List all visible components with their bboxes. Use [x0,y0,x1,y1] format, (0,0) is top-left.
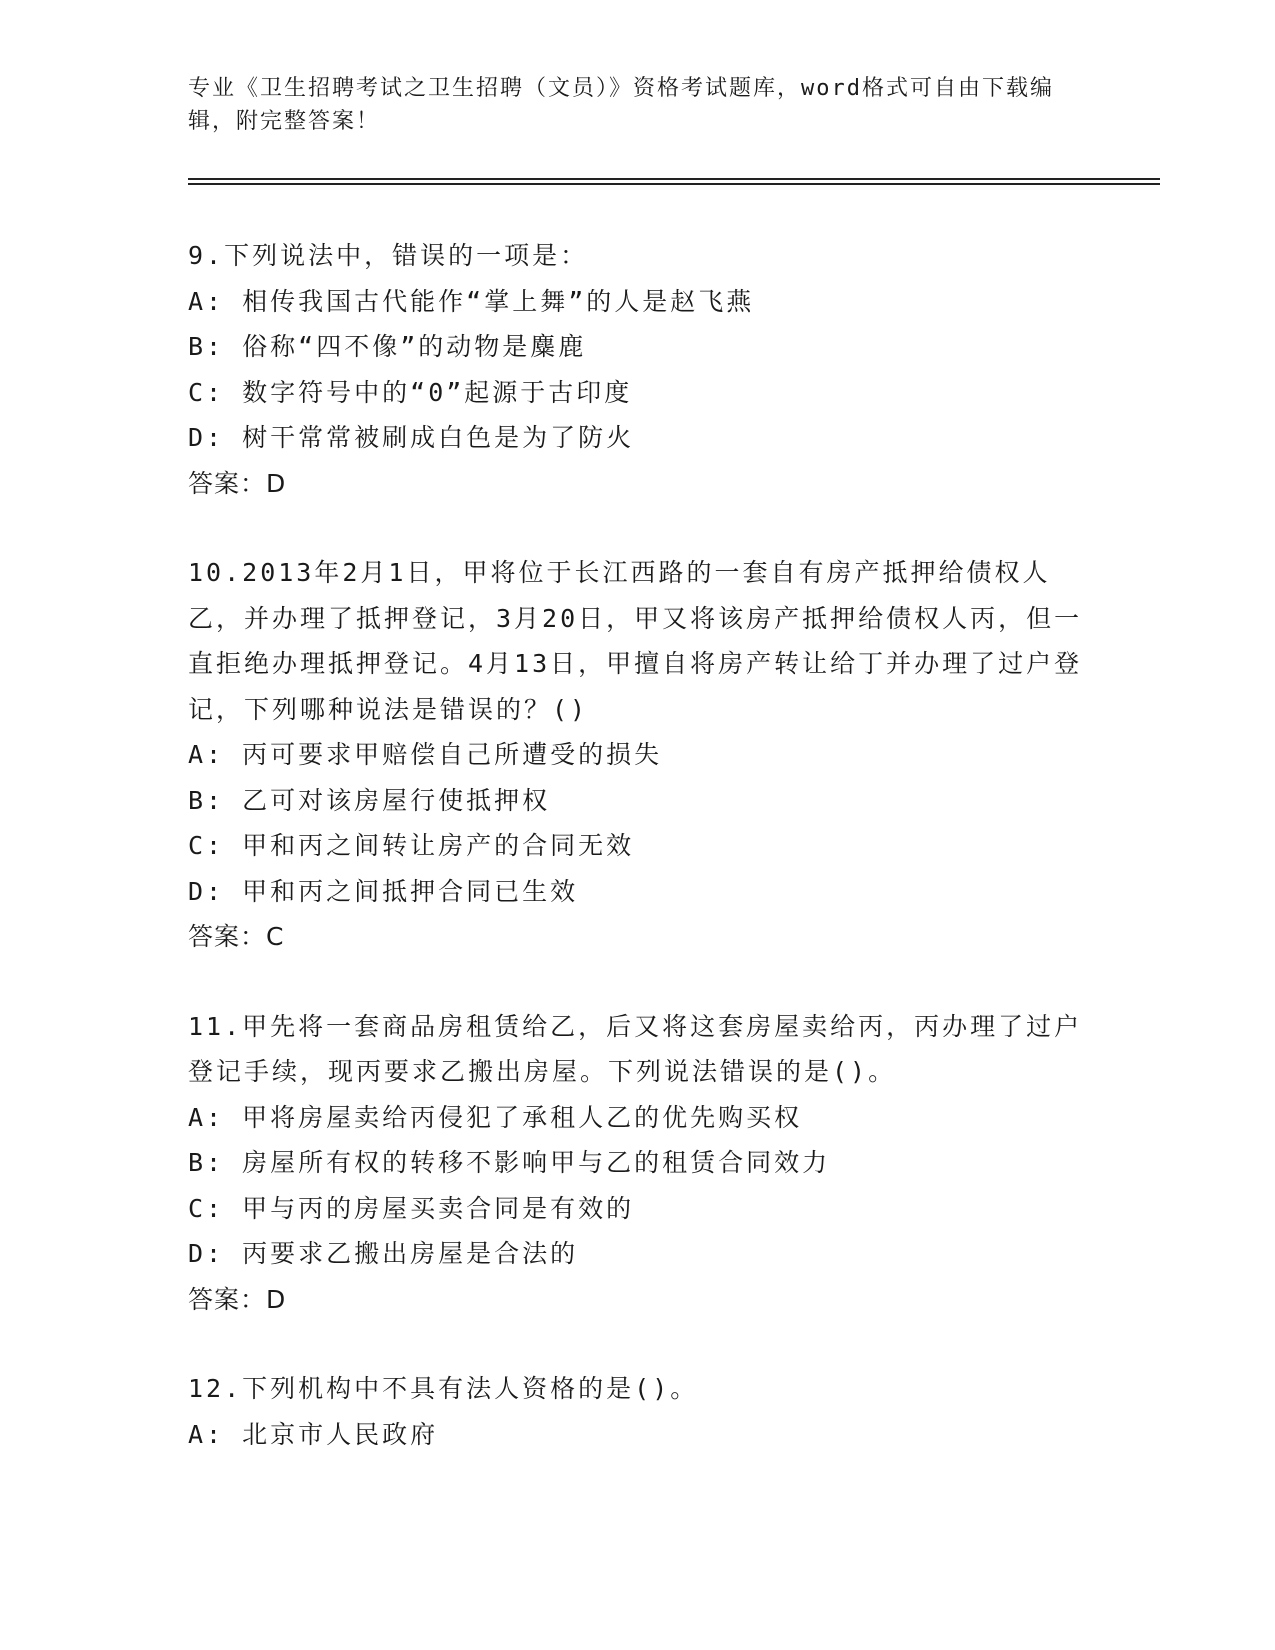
option-a: A: 相传我国古代能作“掌上舞”的人是赵飞燕 [188,286,755,316]
question-11 [188,1004,1088,1323]
question-12 [188,1366,1088,1457]
question-stem: 12.下列机构中不具有法人资格的是()。 [188,1374,699,1403]
option-c: C: 甲与丙的房屋买卖合同是有效的 [188,1193,635,1223]
option-c: C: 甲和丙之间转让房产的合同无效 [188,831,635,860]
header-rule-bottom [188,183,1160,185]
document-header: 专业《卫生招聘考试之卫生招聘（文员）》资格考试题库，word格式可自由下载编辑，附完整答案！ [188,76,1054,134]
option-c: C: 数字符号中的“0”起源于古印度 [188,377,633,407]
question-9 [188,233,1088,506]
option-a: A: 丙可要求甲赔偿自己所遭受的损失 [188,740,663,769]
answer-line: 答案：D [188,468,287,498]
option-d: D: 甲和丙之间抵押合同已生效 [188,876,579,906]
option-b: B: 房屋所有权的转移不影响甲与乙的租赁合同效力 [188,1148,831,1177]
option-b: B: 乙可对该房屋行使抵押权 [188,785,551,815]
question-stem: 10.2013年2月1日，甲将位于长江西路的一套自有房产抵押给债权人乙，并办理了抵押登记，3月20日，甲又将该房产抵押给债权人丙，但一直拒绝办理抵押登记。4月13日，甲擅自将房产转让给丁并办理了过户登记，下列哪种说法是错误的？() [188,558,1083,724]
answer-line: 答案：C [188,922,285,951]
option-d: D: 树干常常被刷成白色是为了防火 [188,423,635,452]
option-a: A: 甲将房屋卖给丙侵犯了承租人乙的优先购买权 [188,1102,803,1132]
question-stem: 9.下列说法中，错误的一项是： [188,241,589,270]
answer-line: 答案：D [188,1284,287,1314]
question-10 [188,550,1088,960]
option-a: A: 北京市人民政府 [188,1419,439,1449]
header-rule-top [188,178,1160,180]
question-stem: 11.甲先将一套商品房租赁给乙，后又将这套房屋卖给丙，丙办理了过户登记手续，现丙要求乙搬出房屋。下列说法错误的是()。 [188,1011,1083,1086]
option-d: D: 丙要求乙搬出房屋是合法的 [188,1239,579,1268]
option-b: B: 俗称“四不像”的动物是麋鹿 [188,332,587,361]
question-list [188,233,1088,1501]
